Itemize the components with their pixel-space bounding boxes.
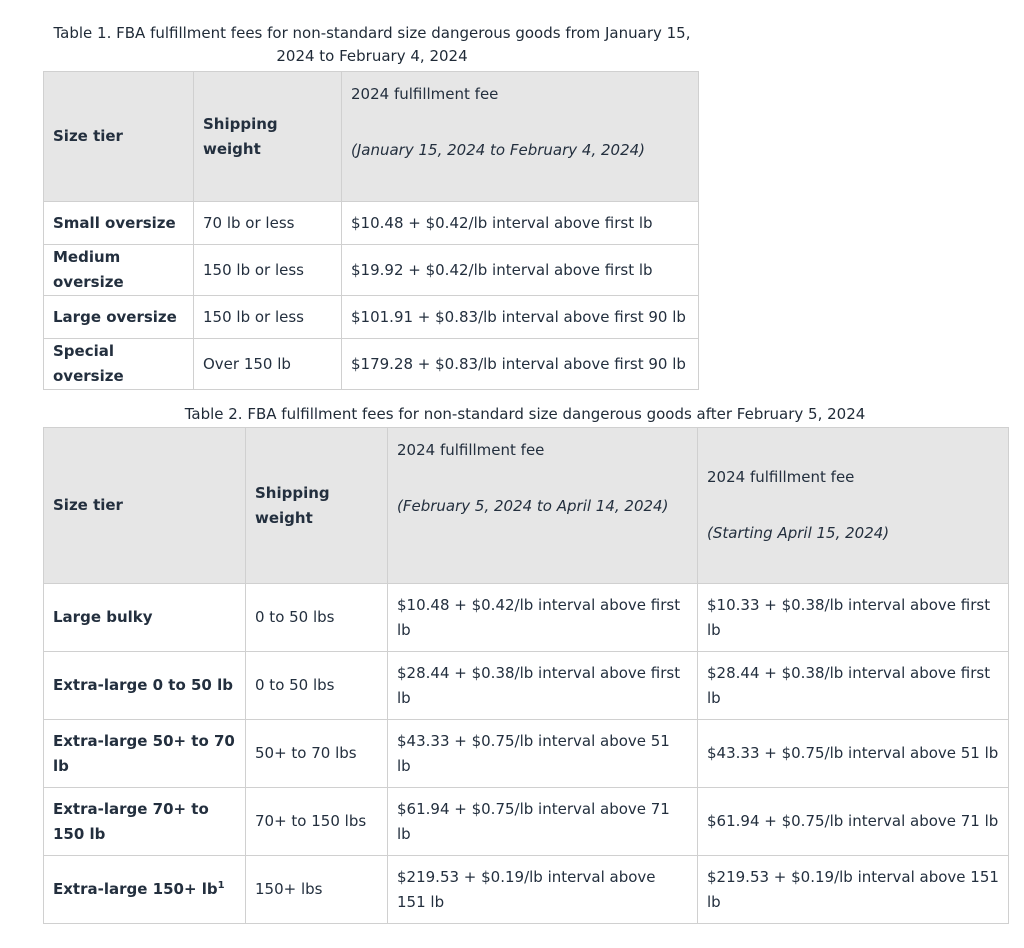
table-header-row [44, 428, 1009, 584]
fee-from-apr-cell: $219.53 + $0.19/lb interval above 151 lb [698, 856, 1009, 924]
fee-from-apr-cell: $28.44 + $0.38/lb interval above first lb [698, 652, 1009, 720]
table2-caption: Table 2. FBA fulfillment fees for non-standard size dangerous goods after February 5, 2024 [184, 405, 866, 423]
fee-title: 2024 fulfillment fee [351, 85, 499, 103]
fee-from-apr-cell: $61.94 + $0.75/lb interval above 71 lb [698, 788, 1009, 856]
footnote-marker: 1 [217, 880, 225, 891]
header-size-tier: Size tier [44, 72, 194, 202]
table-header-row [44, 72, 699, 202]
size-tier-cell [44, 856, 246, 924]
table-row [44, 296, 699, 339]
weight-cell: 0 to 50 lbs [246, 652, 388, 720]
table-row [44, 652, 1009, 720]
weight-cell: 150+ lbs [246, 856, 388, 924]
fee-cell: $179.28 + $0.83/lb interval above first 90 lb [342, 339, 699, 390]
fee-period: (January 15, 2024 to February 4, 2024) [351, 141, 646, 159]
fee-feb-apr-cell: $61.94 + $0.75/lb interval above 71 lb [388, 788, 698, 856]
size-tier-label: Extra-large 70+ to 150 lb [53, 799, 209, 843]
fee-feb-apr-cell: $43.33 + $0.75/lb interval above 51 lb [388, 720, 698, 788]
weight-cell: 0 to 50 lbs [246, 584, 388, 652]
size-tier-label: Extra-large 0 to 50 lb [53, 676, 233, 694]
table-row [44, 720, 1009, 788]
table-row [44, 202, 699, 245]
weight-cell: 70+ to 150 lbs [246, 788, 388, 856]
table-row [44, 584, 1009, 652]
weight-cell: Over 150 lb [194, 339, 342, 390]
fee-from-apr-cell: $10.33 + $0.38/lb interval above first lb [698, 584, 1009, 652]
size-tier-cell [44, 584, 246, 652]
header-size-tier: Size tier [44, 428, 246, 584]
fee-feb-apr-cell: $10.48 + $0.42/lb interval above first lb [388, 584, 698, 652]
size-tier-label: Extra-large 150+ lb [53, 880, 218, 898]
fee-title: 2024 fulfillment fee [707, 468, 855, 486]
table-row [44, 856, 1009, 924]
table-row [44, 245, 699, 296]
table-row [44, 788, 1009, 856]
fee-cell: $101.91 + $0.83/lb interval above first 90 lb [342, 296, 699, 339]
table-row [44, 339, 699, 390]
header-fulfillment-fee [342, 72, 699, 202]
fee-from-apr-cell: $43.33 + $0.75/lb interval above 51 lb [698, 720, 1009, 788]
header-shipping-weight: Shipping weight [246, 428, 388, 584]
fees-table-jan-feb [43, 71, 699, 390]
size-tier-cell [44, 720, 246, 788]
weight-cell: 150 lb or less [194, 296, 342, 339]
weight-cell: 70 lb or less [194, 202, 342, 245]
size-tier-label: Large bulky [53, 608, 153, 626]
size-tier-cell [44, 652, 246, 720]
fee-feb-apr-cell: $28.44 + $0.38/lb interval above first lb [388, 652, 698, 720]
header-fee-feb-apr [388, 428, 698, 584]
size-tier-cell: Small oversize [44, 202, 194, 245]
header-fee-from-apr [698, 428, 1009, 584]
size-tier-cell: Special oversize [44, 339, 194, 390]
size-tier-cell: Large oversize [44, 296, 194, 339]
table1-caption: Table 1. FBA fulfillment fees for non-standard size dangerous goods from January 15, 2024 to February 4, 2024 [53, 24, 691, 65]
fee-feb-apr-cell: $219.53 + $0.19/lb interval above 151 lb [388, 856, 698, 924]
header-shipping-weight: Shipping weight [194, 72, 342, 202]
size-tier-cell: Medium oversize [44, 245, 194, 296]
weight-cell: 50+ to 70 lbs [246, 720, 388, 788]
fee-cell: $19.92 + $0.42/lb interval above first lb [342, 245, 699, 296]
fees-table-after-feb [43, 427, 1009, 924]
weight-cell: 150 lb or less [194, 245, 342, 296]
size-tier-label: Extra-large 50+ to 70 lb [53, 731, 235, 775]
fee-period: (February 5, 2024 to April 14, 2024) [397, 497, 669, 515]
size-tier-cell [44, 788, 246, 856]
fee-period: (Starting April 15, 2024) [707, 524, 890, 542]
fee-cell: $10.48 + $0.42/lb interval above first lb [342, 202, 699, 245]
fee-title: 2024 fulfillment fee [397, 441, 545, 459]
